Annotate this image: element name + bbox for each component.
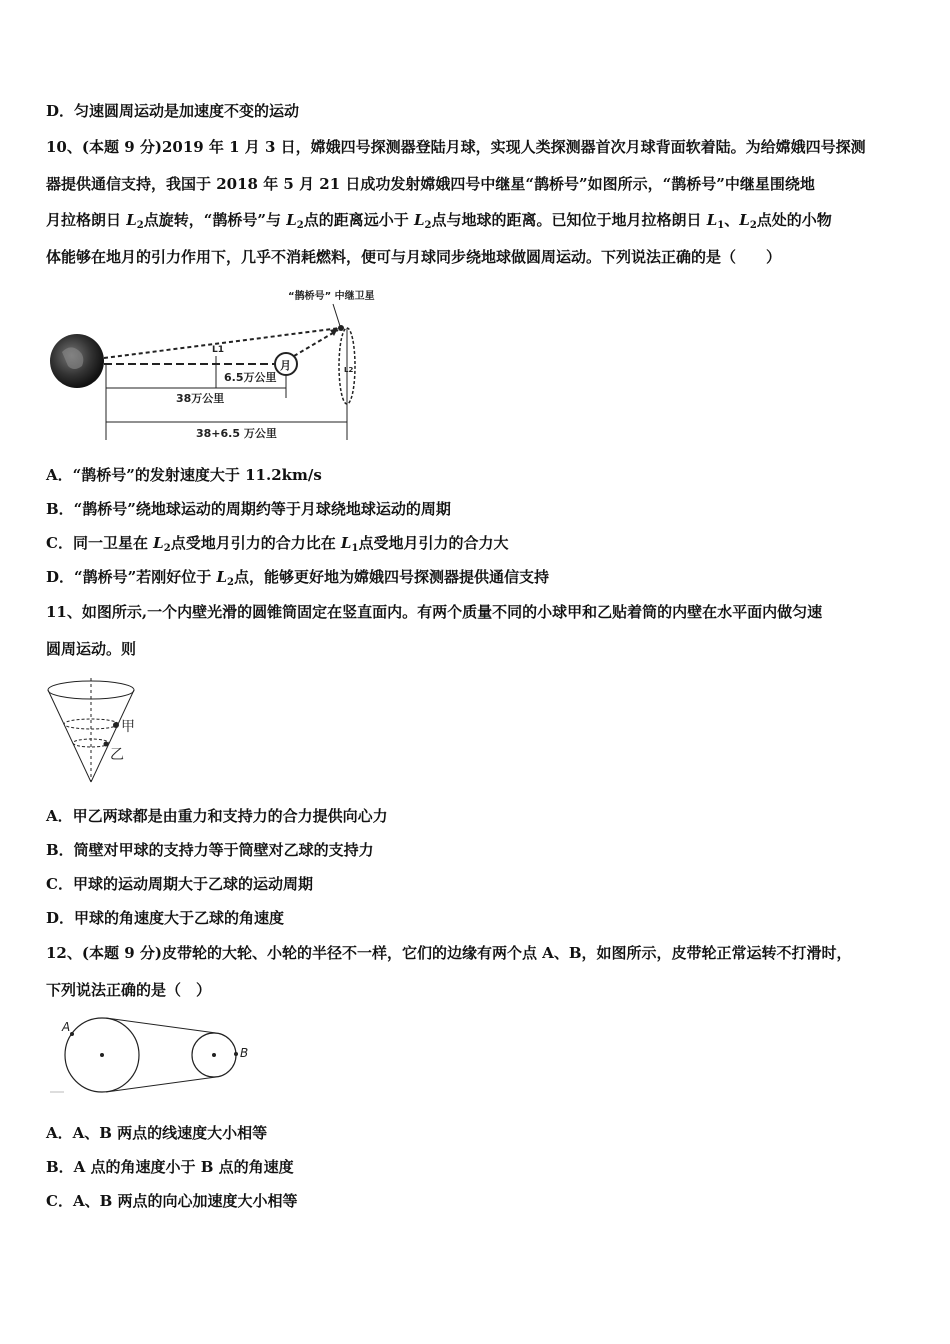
distance-moon-label: 38万公里 [176,392,225,405]
q12-stem-line1: 12、(本题 9 分)皮带轮的大轮、小轮的半径不一样，它们的边缘有两个点 A、B，如图所示，皮带轮正常运转不打滑时， [46,944,852,962]
belt-pulley-figure [50,1012,260,1102]
cone-right-wall [91,690,134,782]
l1-label: L1 [212,345,224,355]
earth-moon-relay-figure [48,282,378,444]
q12-option-b: B．A 点的角速度小于 B 点的角速度 [46,1158,294,1176]
q10-stem-line4: 体能够在地月的引力作用下，几乎不消耗燃料，便可与月球同步绕地球做圆周运动。下列说法正确的是（ ） [46,248,782,266]
ball-yi [104,742,109,747]
ball-yi-label: 乙 [110,747,124,763]
q9-option-d: D．匀速圆周运动是加速度不变的运动 [46,102,300,120]
large-pulley-center [100,1053,104,1057]
q12-option-a: A．A、B 两点的线速度大小相等 [46,1124,268,1142]
ball-jia-label: 甲 [121,719,135,735]
belt-bottom [106,1077,216,1092]
q10-stem-line1: 10、(本题 9 分)2019 年 1 月 3 日，嫦娥四号探测器登陆月球，实现人类探测器首次月球背面软着陆。为给嫦娥四号探测 [46,138,866,156]
q10-option-b: B．“鹊桥号”绕地球运动的周期约等于月球绕地球运动的周期 [46,500,451,518]
q12-stem-line2: 下列说法正确的是（ ） [46,981,212,999]
distance-total-label: 38+6.5 万公里 [196,427,277,440]
q10-option-d: D．“鹊桥号”若刚好位于 $L_2$点，能够更好地为嫦娥四号探测器提供通信支持 [46,568,550,588]
q10-option-a: A．“鹊桥号”的发射速度大于 11.2km/s [46,466,322,484]
q11-option-d: D．甲球的角速度大于乙球的角速度 [46,909,285,927]
q11-stem-line1: 11、如图所示,一个内壁光滑的圆锥筒固定在竖直面内。有两个质量不同的小球甲和乙贴着筒的内壁在水平面内做匀速 [46,603,823,621]
relay-satellite-label: “鹊桥号” 中继卫星 [288,291,375,302]
relay-label-leader [333,304,340,326]
l2-label: L2 [344,366,354,374]
relay-satellite-dot [338,325,344,331]
point-a-label: A [62,1020,71,1034]
belt-top [106,1018,216,1033]
q10-option-c: C．同一卫星在 $L_2$点受地月引力的合力比在 $L_1$点受地月引力的合力大 [46,534,509,554]
q11-option-a: A．甲乙两球都是由重力和支持力的合力提供向心力 [46,807,388,825]
q11-stem-line2: 圆周运动。则 [46,640,137,658]
point-b-dot [234,1052,238,1056]
distance-short-label: 6.5万公里 [224,371,277,384]
q10-stem-line2: 器提供通信支持，我国于 2018 年 5 月 21 日成功发射嫦娥四号中继星“鹊桥号”如图所示，“鹊桥号”中继星围绕地 [46,175,815,193]
moon-label: 月 [280,359,291,372]
q12-option-c: C．A、B 两点的向心加速度大小相等 [46,1192,298,1210]
ball-jia [113,722,119,728]
cone-left-wall [48,690,91,782]
point-b-label: B [240,1046,249,1060]
q10-stem-line3: 月拉格朗日 $L_2$点旋转，“鹊桥号”与 $L_2$点的距离远小于 $L_2$点与地球的距离。已知位于地月拉格朗日 $L_1$、$L_2$点处的小物 [46,211,832,231]
small-pulley-center [212,1053,216,1057]
q11-option-c: C．甲球的运动周期大于乙球的运动周期 [46,875,313,893]
q11-option-b: B．筒壁对甲球的支持力等于筒壁对乙球的支持力 [46,841,374,859]
point-a-dot [70,1032,74,1036]
cone-figure [46,676,146,786]
